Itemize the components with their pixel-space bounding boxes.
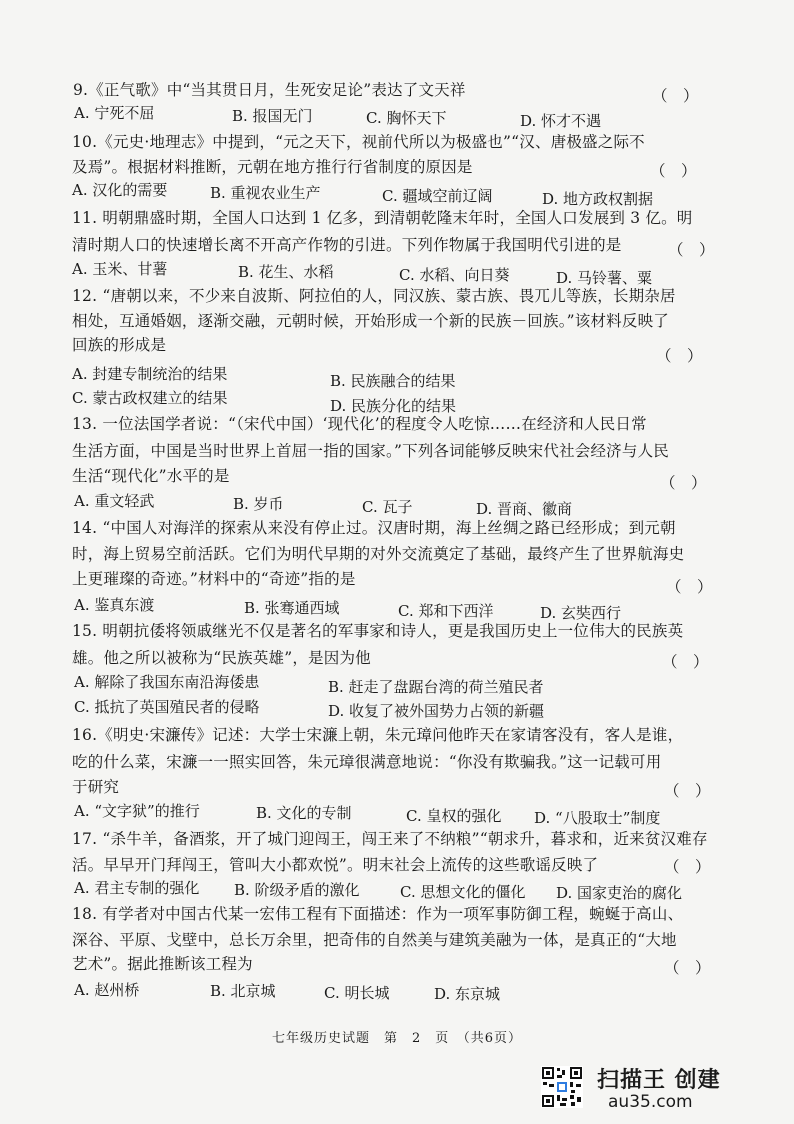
- question-16-option-c: C. 皇权的强化: [406, 807, 502, 825]
- question-11-option-a: A. 玉米、甘薯: [72, 260, 168, 278]
- question-17-stem-line1: 17. “杀牛羊，备酒浆，开了城门迎闯王，闯王来了不纳粮”“朝求升，暮求和，近来贫汉难存: [72, 830, 708, 848]
- question-10-stem-line1: 10.《元史·地理志》中提到，“元之天下，视前代所以为极盛也”“汉、唐极盛之际不: [72, 133, 645, 151]
- question-15-stem-line2: 雄。他之所以被称为“民族英雄”，是因为他: [72, 649, 371, 667]
- scanner-brand-name: 扫描王 创建: [597, 1068, 721, 1093]
- question-11-stem-line1: 11. 明朝鼎盛时期，全国人口达到 1 亿多，到清朝乾隆末年时，全国人口发展到 3 亿。明: [72, 209, 693, 227]
- question-14-option-a: A. 鉴真东渡: [74, 596, 155, 614]
- question-9-option-c: C. 胸怀天下: [366, 109, 447, 127]
- qr-code-icon: [541, 1066, 583, 1108]
- question-16-option-d: D. “八股取士”制度: [534, 809, 661, 827]
- question-9-answer-blank: （ ）: [652, 87, 699, 105]
- question-14-option-d: D. 玄奘西行: [540, 604, 622, 622]
- question-13-stem-line1: 13. 一位法国学者说：“（宋代中国）‘现代化’的程度令人吃惊……在经济和人民日常: [72, 415, 647, 433]
- question-14-option-c: C. 郑和下西洋: [398, 602, 494, 620]
- question-13-option-a: A. 重文轻武: [74, 492, 155, 510]
- question-17-option-b: B. 阶级矛盾的激化: [234, 881, 360, 899]
- question-11-option-c: C. 水稻、向日葵: [399, 266, 510, 284]
- question-12-option-c: C. 蒙古政权建立的结果: [72, 389, 228, 407]
- question-18-option-b: B. 北京城: [210, 982, 276, 1000]
- question-15-option-a: A. 解除了我国东南沿海倭患: [74, 673, 260, 691]
- question-9-stem: 9.《正气歌》中“当其贯日月，生死安足论”表达了文天祥: [73, 81, 466, 99]
- question-14-stem-line1: 14. “中国人对海洋的探索从来没有停止过。汉唐时期，海上丝绸之路已经形成；到元朝: [72, 519, 676, 537]
- question-11-answer-blank: （ ）: [668, 241, 715, 259]
- question-12-option-d: D. 民族分化的结果: [330, 397, 457, 415]
- question-12-stem-line3: 回族的形成是: [72, 336, 167, 354]
- question-18-option-c: C. 明长城: [324, 984, 390, 1002]
- question-11-stem-line2: 清时期人口的快速增长离不开高产作物的引进。下列作物属于我国明代引进的是: [72, 236, 622, 254]
- question-14-stem-line2: 时，海上贸易空前活跃。它们为明代早期的对外交流奠定了基础，最终产生了世界航海史: [72, 545, 685, 563]
- question-10-option-b: B. 重视农业生产: [210, 184, 321, 202]
- question-16-option-b: B. 文化的专制: [256, 804, 352, 822]
- question-18-stem-line1: 18. 有学者对中国古代某一宏伟工程有下面描述：作为一项军事防御工程，蜿蜒于高山、: [72, 905, 684, 923]
- question-9-option-d: D. 怀才不遇: [520, 112, 602, 130]
- question-16-answer-blank: （ ）: [664, 782, 711, 800]
- question-16-stem-line1: 16.《明史·宋濂传》记述：大学士宋濂上朝，朱元璋问他昨天在家请客没有，客人是谁，: [72, 726, 684, 744]
- question-16-stem-line3: 于研究: [72, 778, 120, 796]
- question-13-stem-line2: 生活方面，中国是当时世界上首屈一指的国家。”下列各词能够反映宋代社会经济与人民: [72, 442, 669, 460]
- question-12-option-b: B. 民族融合的结果: [330, 372, 456, 390]
- scanner-brand-url: au35.com: [608, 1092, 693, 1112]
- question-12-stem-line2: 相处，互通婚姻，逐渐交融，元朝时候，开始形成一个新的民族－回族。”该材料反映了: [72, 312, 669, 330]
- question-11-option-b: B. 花生、水稻: [238, 263, 334, 281]
- question-10-option-a: A. 汉化的需要: [72, 181, 168, 199]
- question-15-option-d: D. 收复了被外国势力占领的新疆: [328, 702, 545, 720]
- question-13-answer-blank: （ ）: [660, 474, 707, 492]
- question-10-stem-line2: 及焉”。根据材料推断，元朝在地方推行行省制度的原因是: [72, 158, 473, 176]
- question-18-option-a: A. 赵州桥: [74, 981, 140, 999]
- question-13-option-c: C. 瓦子: [362, 498, 413, 516]
- question-10-option-d: D. 地方政权割据: [542, 190, 654, 208]
- question-14-answer-blank: （ ）: [666, 578, 713, 596]
- question-18-answer-blank: （ ）: [664, 959, 711, 977]
- question-13-option-b: B. 岁币: [233, 495, 284, 513]
- question-17-option-d: D. 国家吏治的腐化: [556, 884, 683, 902]
- question-14-stem-line3: 上更璀璨的奇迹。”材料中的“奇迹”指的是: [72, 570, 356, 588]
- question-10-answer-blank: （ ）: [650, 162, 697, 180]
- question-12-stem-line1: 12. “唐朝以来，不少来自波斯、阿拉伯的人，同汉族、蒙古族、畏兀儿等族，长期杂居: [72, 287, 676, 305]
- question-12-option-a: A. 封建专制统治的结果: [72, 365, 228, 383]
- question-17-option-a: A. 君主专制的强化: [74, 879, 200, 897]
- page-footer: 七年级历史试题 第 2 页 （共6页）: [271, 1031, 523, 1046]
- question-15-answer-blank: （ ）: [662, 653, 709, 671]
- question-15-option-c: C. 抵抗了英国殖民者的侵略: [74, 698, 260, 716]
- question-9-option-b: B. 报国无门: [232, 107, 313, 125]
- question-14-option-b: B. 张骞通西域: [244, 599, 340, 617]
- question-10-option-c: C. 疆域空前辽阔: [382, 187, 493, 205]
- question-13-stem-line3: 生活“现代化”水平的是: [72, 467, 230, 485]
- question-13-option-d: D. 晋商、徽商: [476, 500, 573, 518]
- question-17-stem-line2: 活。早早开门拜闯王，管叫大小都欢悦”。明末社会上流传的这些歌谣反映了: [72, 856, 599, 874]
- question-16-option-a: A. “文字狱”的推行: [74, 802, 200, 820]
- question-11-option-d: D. 马铃薯、粟: [556, 269, 653, 287]
- question-17-answer-blank: （ ）: [664, 858, 711, 876]
- question-15-option-b: B. 赶走了盘踞台湾的荷兰殖民者: [328, 678, 544, 696]
- question-18-stem-line3: 艺术”。据此推断该工程为: [72, 955, 253, 973]
- question-18-stem-line2: 深谷、平原、戈壁中，总长万余里，把奇伟的自然美与建筑美融为一体，是真正的“大地: [72, 931, 677, 949]
- question-15-stem-line1: 15. 明朝抗倭将领戚继光不仅是著名的军事家和诗人，更是我国历史上一位伟大的民族英: [72, 622, 684, 640]
- question-18-option-d: D. 东京城: [434, 985, 501, 1003]
- question-12-answer-blank: （ ）: [656, 347, 703, 365]
- question-9-option-a: A. 宁死不屈: [74, 104, 155, 122]
- question-17-option-c: C. 思想文化的僵化: [400, 883, 526, 901]
- question-16-stem-line2: 吃的什么菜，宋濂一一照实回答，朱元璋很满意地说：“你没有欺骗我。”这一记载可用: [72, 753, 662, 771]
